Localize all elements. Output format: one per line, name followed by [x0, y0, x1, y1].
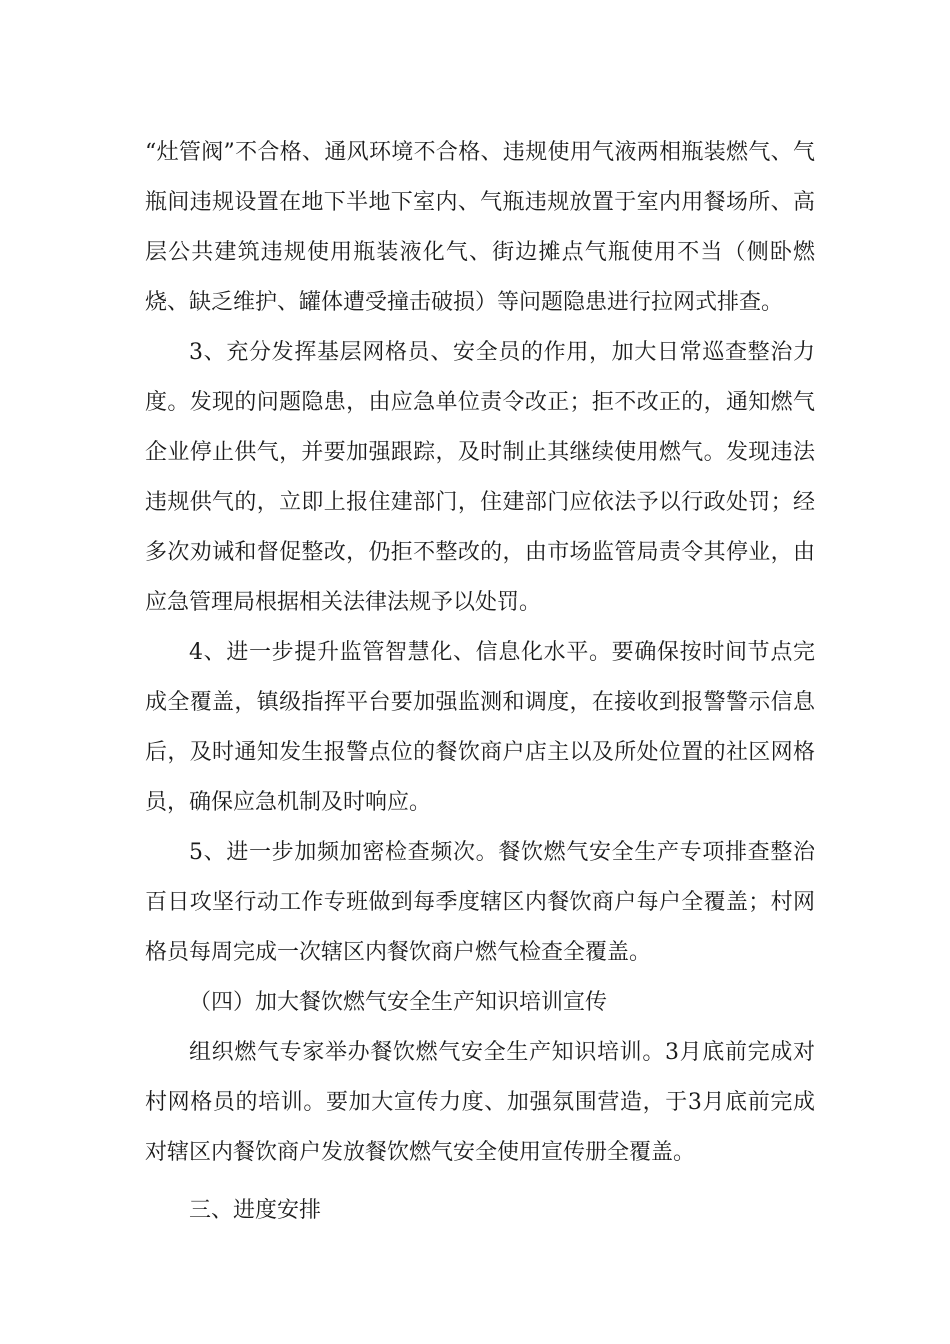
subheading-training: （四）加大餐饮燃气安全生产知识培训宣传	[189, 990, 608, 1015]
paragraph-inspection-items: “灶管阀”不合格、通风环境不合格、违规使用气液两相瓶装燃气、气瓶间违规设置在地下半地下室内、气瓶违规放置于室内用餐场所、高层公共建筑违规使用瓶装液化气、街边摊点气瓶使用不当（侧卧燃烧、缺乏维护、罐体遭受撞击破损）等问题隐患进行拉网式排查。	[145, 140, 815, 315]
section-heading-schedule: 三、进度安排	[189, 1198, 322, 1223]
paragraph-item-5: 5、进一步加频加密检查频次。餐饮燃气安全生产专项排查整治百日攻坚行动工作专班做到每季度辖区内餐饮商户每户全覆盖；村网格员每周完成一次辖区内餐饮商户燃气检查全覆盖。	[145, 840, 815, 965]
document-body	[145, 128, 815, 1236]
paragraph-training: 组织燃气专家举办餐饮燃气安全生产知识培训。3月底前完成对村网格员的培训。要加大宣传力度、加强氛围营造，于3月底前完成对辖区内餐饮商户发放餐饮燃气安全使用宣传册全覆盖。	[145, 1040, 815, 1165]
paragraph-item-3: 3、充分发挥基层网格员、安全员的作用，加大日常巡查整治力度。发现的问题隐患，由应急单位责令改正；拒不改正的，通知燃气企业停止供气，并要加强跟踪，及时制止其继续使用燃气。发现违法违规供气的，立即上报住建部门，住建部门应依法予以行政处罚；经多次劝诫和督促整改，仍拒不整改的，由市场监管局责令其停业，由应急管理局根据相关法律法规予以处罚。	[145, 340, 815, 615]
paragraph-item-4: 4、进一步提升监管智慧化、信息化水平。要确保按时间节点完成全覆盖，镇级指挥平台要加强监测和调度，在接收到报警警示信息后，及时通知发生报警点位的餐饮商户店主以及所处位置的社区网格员，确保应急机制及时响应。	[145, 640, 815, 815]
